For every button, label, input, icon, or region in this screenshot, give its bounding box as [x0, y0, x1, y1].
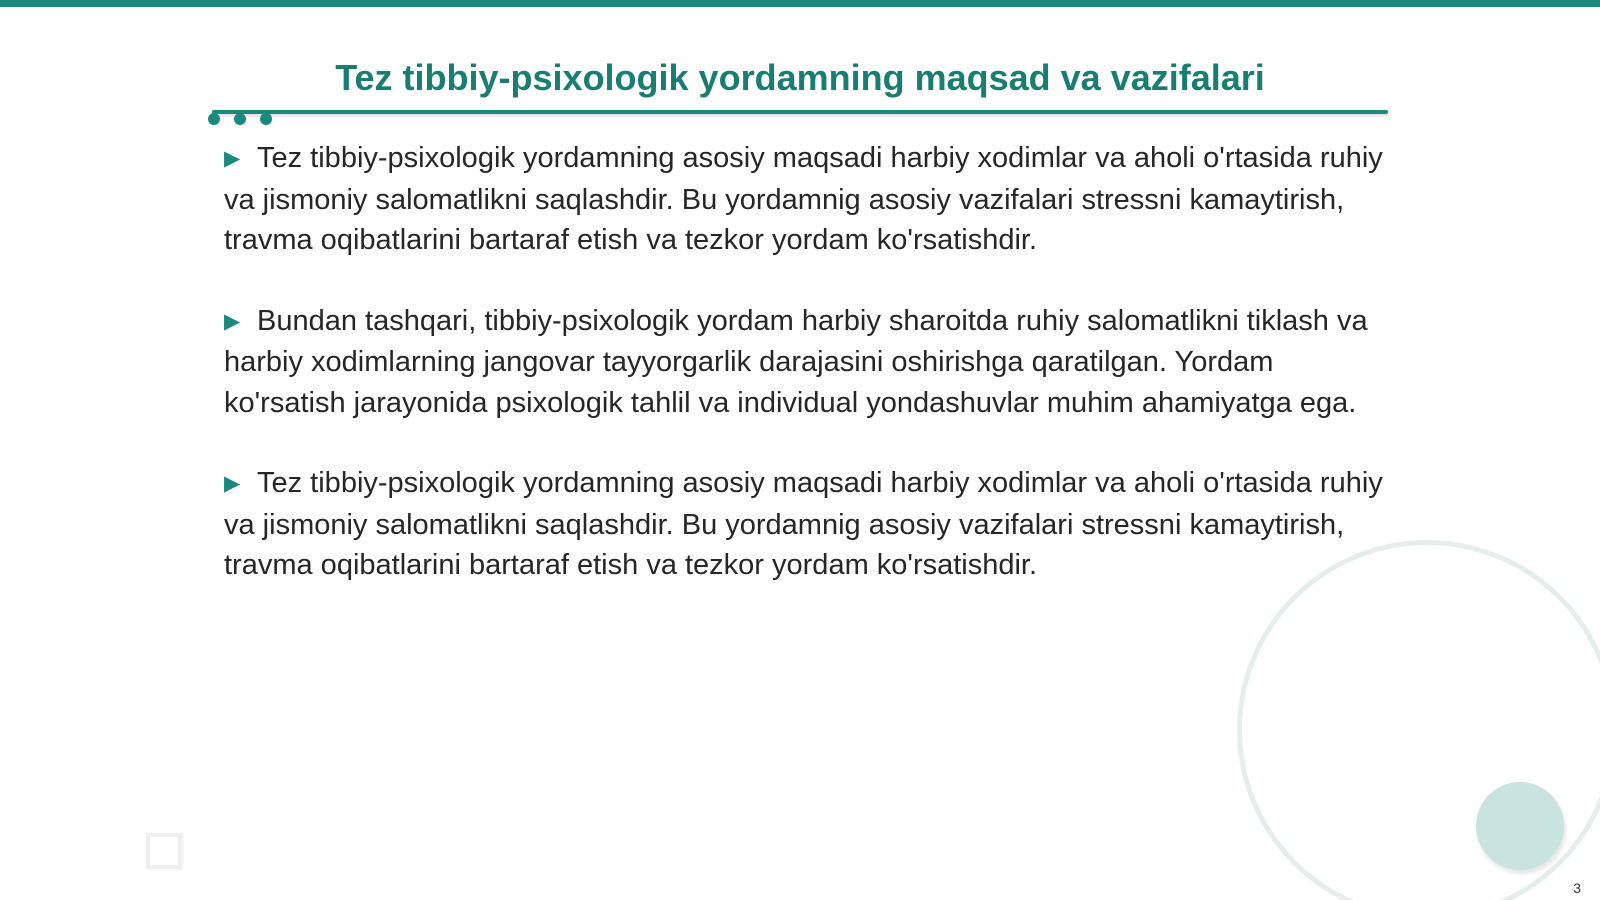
decor-dot-icon — [234, 113, 246, 125]
decor-square — [146, 833, 182, 869]
bullet-paragraph — [224, 463, 1384, 586]
top-accent-bar — [0, 0, 1600, 7]
paragraph-text: Tez tibbiy-psixologik yordamning asosiy maqsadi harbiy xodimlar va aholi o'rtasida ruhiy va jismoniy salomatlikni saqlashdir. Bu yordamnig asosiy vazifalari stressni kamaytirish, travma oqibatlarini bartaraf etish va tezkor yordam ko'rsatishdir. — [224, 142, 1383, 256]
triangle-bullet-icon: ▶ — [224, 309, 241, 333]
decor-dot-icon — [260, 113, 272, 125]
bullet-paragraph — [224, 301, 1384, 424]
triangle-bullet-icon: ▶ — [224, 147, 241, 170]
paragraph-text: Bundan tashqari, tibbiy-psixologik yordam harbiy sharoitda ruhiy salomatlikni tiklash va harbiy xodimlarning jangovar tayyorgarlik darajasini oshirishga qaratilgan. Yordam ko'rsatish jarayonida psixologik tahlil va individual yondashuvlar muhim ahamiyatga ega. — [224, 304, 1368, 419]
decor-circle — [1476, 782, 1564, 870]
page-number: 3 — [1573, 880, 1581, 896]
title-underline — [212, 110, 1388, 114]
bullet-list — [224, 138, 1384, 626]
paragraph-text: Tez tibbiy-psixologik yordamning asosiy maqsadi harbiy xodimlar va aholi o'rtasida ruhiy va jismoniy salomatlikni saqlashdir. Bu yordamnig asosiy vazifalari stressni kamaytirish, travma oqibatlarini bartaraf etish va tezkor yordam ko'rsatishdir. — [224, 467, 1383, 581]
bullet-paragraph — [224, 138, 1384, 261]
decor-dot-icon — [208, 113, 220, 125]
slide-title: Tez tibbiy-psixologik yordamning maqsad va vazifalari — [335, 57, 1265, 98]
triangle-bullet-icon: ▶ — [224, 472, 241, 495]
